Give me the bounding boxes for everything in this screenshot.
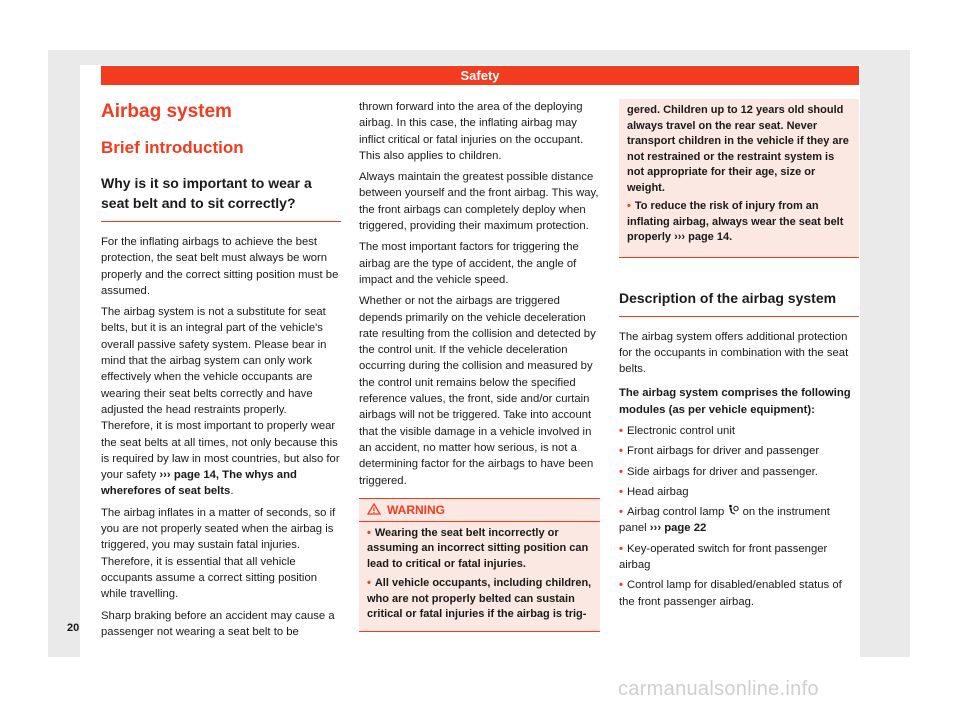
warning-item: • All vehicle occupants, including children, who are not properly belted can sustain critical or fatal injuries if the airbag is trig-	[367, 577, 592, 621]
paragraph: Whether or not the airbags are triggered depends primarily on the vehicle deceleration rate resulting from the collision and detected by the control unit. If the vehicle deceleration occurring during the collision and measured by the control unit remains below the specified reference values, the front, side and/or curtain airbags will not be triggered. Take into account that the visible damage in a vehicle involved in an accident, no matter how serious, is not a determining factor for the airbags to have been triggered.	[359, 295, 596, 487]
list-item: • Head airbag	[619, 485, 689, 498]
warning-title: WARNING	[387, 502, 445, 517]
subsection-title: Description of the airbag system	[619, 288, 859, 317]
warning-item: • To reduce the risk of injury from an inflating airbag, always wear the seat belt properly ››› page 14.	[627, 200, 844, 243]
chapter-title: Airbag system	[101, 101, 232, 122]
bullet-icon: •	[619, 445, 623, 458]
bullet-icon: •	[619, 579, 623, 592]
warning-item: • Wearing the seat belt incorrectly or assuming an incorrect sitting position can lead to critical or fatal injuries.	[367, 526, 589, 570]
subsection-title: Why is it so important to wear a seat belt and to sit correctly?	[101, 173, 341, 222]
paragraph: The most important factors for triggering the airbag are the type of accident, the angle of impact and the vehicle speed.	[359, 241, 579, 286]
column-2	[359, 99, 600, 632]
section-title: Brief introduction	[101, 138, 244, 157]
bullet-icon: •	[619, 506, 623, 519]
warning-box-continued	[619, 99, 859, 258]
list-item: • Side airbags for driver and passenger.	[619, 465, 818, 478]
paragraph: thrown forward into the area of the deploying airbag. In this case, the inflating airbag may inflict critical or fatal injuries on the occupant. This also applies to children.	[359, 101, 584, 162]
page-reference-link[interactable]: ››› page 14	[674, 231, 730, 243]
warning-box	[359, 498, 600, 632]
paragraph: Sharp braking before an accident may cause a passenger not wearing a seat belt to be	[101, 609, 335, 638]
bullet-icon: •	[627, 200, 631, 212]
bullet-icon: •	[619, 465, 623, 478]
list-item: • Control lamp for disabled/enabled status of the front passenger airbag.	[619, 579, 842, 608]
list-item: • Front airbags for driver and passenger	[619, 445, 820, 458]
paragraph: For the inflating airbags to achieve the best protection, the seat belt must always be worn properly and the correct sitting position must be assumed.	[101, 236, 339, 297]
watermark: carmanualsonline.info	[618, 678, 819, 700]
column-1	[101, 100, 341, 645]
list-item: • Electronic control unit	[619, 424, 735, 437]
bullet-icon: •	[619, 485, 623, 498]
paragraph: The airbag inflates in a matter of seconds, so if you are not properly seated when the airbag is triggered, you may sustain fatal injuries. Therefore, it is essential that all vehicle occupants assume a correct sitting position while travelling.	[101, 506, 336, 601]
warning-header	[359, 499, 600, 522]
bullet-icon: •	[619, 424, 623, 437]
warning-item: gered. Children up to 12 years old should always travel on the rear seat. Never transport children in the vehicle if they are not restrained or the restraint system is not appropriate for their age, size or weight.	[627, 104, 849, 194]
list-item: • Key-operated switch for front passenger airbag	[619, 542, 828, 572]
page-reference-link[interactable]: ››› page 22	[649, 522, 707, 535]
warning-triangle-icon	[367, 503, 381, 515]
paragraph: The airbag system is not a substitute for seat belts, but it is an integral part of the vehicle's overall passive safety system. Please bear in mind that the airbag system can only work effectively when the vehicle occupants are wearing their seat belts correctly and have adjusted the head restraints properly. Therefore, it is most important to properly wear the seat belts at all times, not only because this is required by law in most countries, but also for your safety ››› page 14, The whys and wherefores of seat belts.	[101, 306, 340, 498]
bullet-icon: •	[367, 577, 371, 590]
bullet-icon: •	[367, 526, 371, 539]
paragraph: Always maintain the greatest possible distance between yourself and the front airbag. This way, the front airbags can completely deploy when triggered, providing their maximum protection.	[359, 171, 599, 233]
column-3	[619, 100, 859, 614]
list-item: • Airbag control lamp on the instrument panel ››› page 22	[619, 506, 830, 535]
list-intro: The airbag system comprises the following modules (as per vehicle equipment):	[619, 387, 851, 416]
page-number: 20	[67, 622, 80, 634]
bullet-icon: •	[619, 542, 623, 555]
airbag-lamp-icon	[727, 504, 739, 516]
section-header: Safety	[101, 66, 859, 85]
page-reference-link[interactable]: ››› page 14, The whys and wherefores of seat belts	[101, 469, 297, 498]
paragraph: The airbag system offers additional protection for the occupants in combination with the seat belts.	[619, 330, 849, 376]
